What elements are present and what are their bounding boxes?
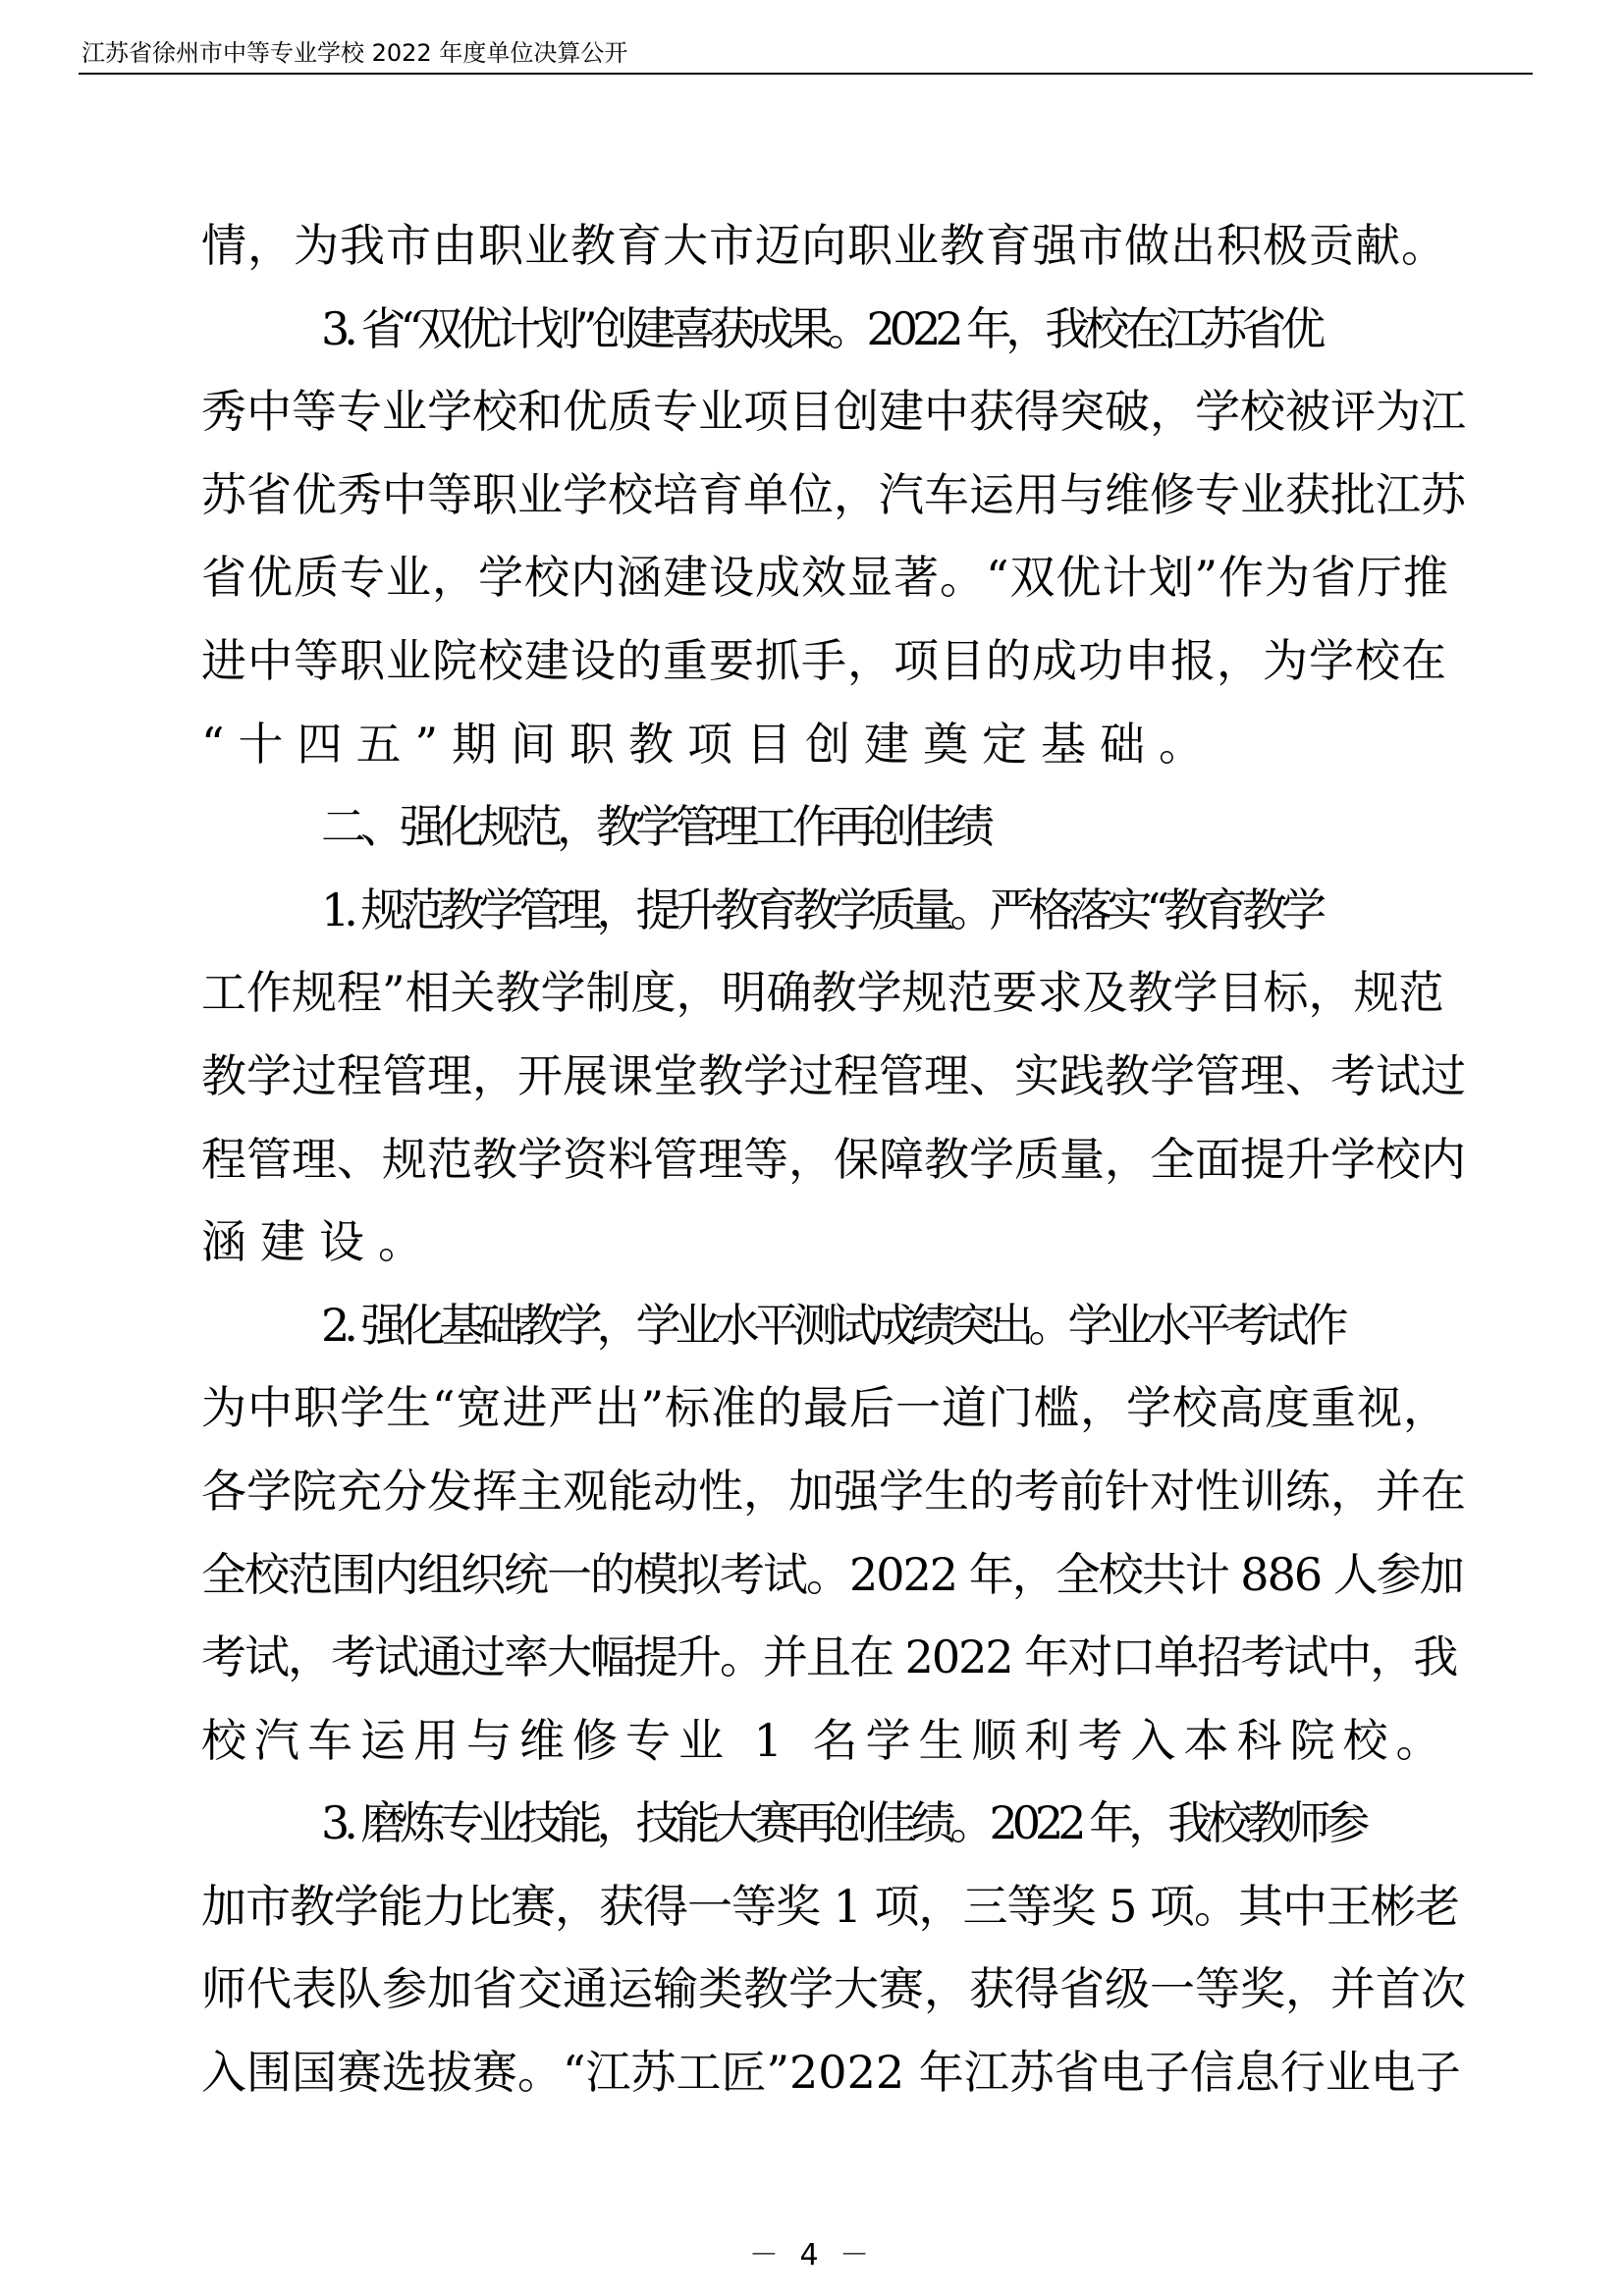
text-line: 秀中等专业学校和优质专业项目创建中获得突破，学校被评为江 [201, 385, 1466, 439]
text-line: 教学过程管理，开展课堂教学过程管理、实践教学管理、考试过 [201, 1048, 1466, 1102]
text-line: 工作规程”相关教学制度，明确教学规范要求及教学目标，规范 [201, 966, 1444, 1020]
text-line: 省优质专业，学校内涵建设成效显著。“双优计划”作为省厅推 [201, 551, 1450, 605]
text-line: 涵建设。 [201, 1215, 437, 1269]
text-line: 3. 省“双优计划”创建喜获成果。2022 年，我校在江苏省优 [321, 301, 1321, 355]
text-line: 1. 规范教学管理，提升教育教学质量。严格落实“教育教学 [321, 882, 1322, 936]
text-line: 全校范围内组织统一的模拟考试。2022 年，全校共计 886 人参加 [201, 1547, 1463, 1601]
text-line: 二、强化规范，教学管理工作再创佳绩 [321, 800, 989, 854]
text-line: 3. 磨炼专业技能，技能大赛再创佳绩。2022 年，我校教师参 [321, 1796, 1365, 1850]
text-line: 进中等职业院校建设的重要抓手，项目的成功申报，为学校在 [201, 633, 1447, 687]
text-line: 2. 强化基础教学，学业水平测试成绩突出。学业水平考试作 [321, 1298, 1343, 1352]
header-divider [79, 73, 1533, 75]
text-line: 入围国赛选拔赛。“江苏工匠”2022 年江苏省电子信息行业电子 [201, 2046, 1461, 2100]
text-line: “十四五”期间职教项目创建奠定基础。 [201, 717, 1218, 771]
text-line: 加市教学能力比赛，获得一等奖 1 项，三等奖 5 项。其中王彬老 [201, 1879, 1460, 1933]
text-line: 情，为我市由职业教育大市迈向职业教育强市做出积极贡献。 [201, 219, 1447, 272]
document-body [201, 204, 1468, 2114]
text-line: 程管理、规范教学资料管理等，保障教学质量，全面提升学校内 [201, 1132, 1466, 1186]
document-header: 江苏省徐州市中等专业学校 2022 年度单位决算公开 [81, 39, 628, 67]
text-line: 为中职学生“宽进严出”标准的最后一道门槛，学校高度重视， [201, 1381, 1450, 1435]
page-number: － 4 － [748, 2238, 876, 2272]
text-line: 考试，考试通过率大幅提升。并且在 2022 年对口单招考试中，我 [201, 1630, 1457, 1684]
text-line: 师代表队参加省交通运输类教学大赛，获得省级一等奖，并首次 [201, 1962, 1466, 2016]
text-line: 各学院充分发挥主观能动性，加强学生的考前针对性训练，并在 [201, 1464, 1466, 1518]
text-line: 苏省优秀中等职业学校培育单位，汽车运用与维修专业获批江苏 [201, 467, 1466, 521]
text-line: 校汽车运用与维修专业 1 名学生顺利考入本科院校。 [201, 1713, 1449, 1767]
